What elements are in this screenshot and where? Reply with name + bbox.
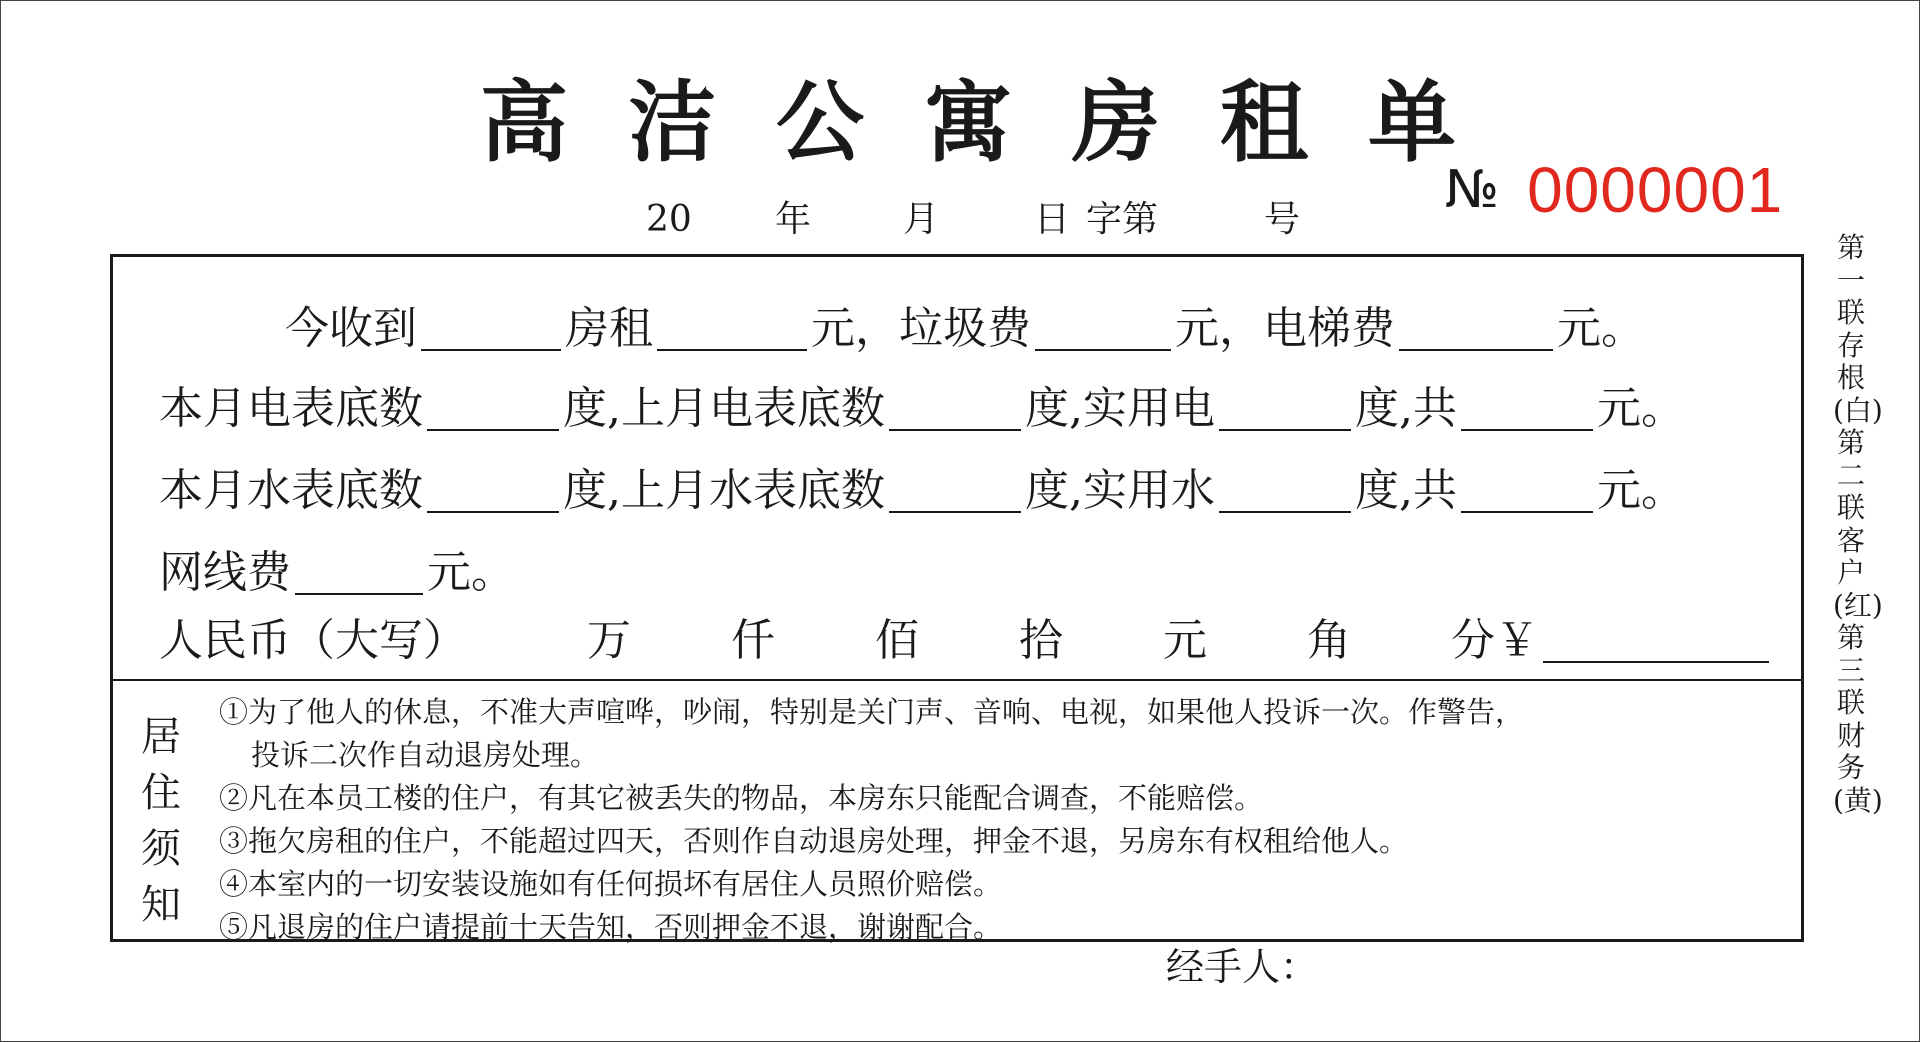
notice-list [219, 691, 1524, 949]
date-day: 日 [1034, 199, 1071, 240]
payment-fields [113, 257, 1801, 681]
elec-last-label: 度,上月电表底数 [563, 383, 885, 434]
water-used-label: 度,实用水 [1025, 465, 1215, 516]
notice-item-3: ③拖欠房租的住户，不能超过四天，否则作自动退房处理，押金不退，另房东有权租给他人。 [219, 824, 1409, 858]
elec-total-blank[interactable] [1461, 393, 1593, 431]
receipt-title: 高洁公寓房租单 [480, 70, 1517, 174]
serial-mark: № [1445, 160, 1500, 220]
elec-total-unit: 元。 [1597, 383, 1685, 434]
water-last-label: 度,上月水表底数 [563, 465, 885, 516]
water-total-blank[interactable] [1461, 475, 1593, 513]
water-current-blank[interactable] [427, 475, 559, 513]
unit-qian: 仟 [731, 615, 775, 666]
form-line-5 [159, 615, 1773, 666]
rent-label: 房租 [565, 303, 653, 354]
form-line-2 [159, 383, 1685, 434]
amount-figure-blank[interactable] [1543, 625, 1769, 663]
notice-item-1: ①为了他人的休息，不准大声喧哗，吵闹，特别是关门声、音响、电视，如果他人投诉一次。作警告， [219, 695, 1525, 729]
water-total-unit: 元。 [1597, 465, 1685, 516]
unit-yuan: 元 [1163, 615, 1207, 666]
water-last-blank[interactable] [889, 475, 1021, 513]
date-year: 年 [775, 199, 812, 240]
internet-fee-unit: 元。 [427, 547, 515, 598]
rmb-uppercase-label: 人民币（大写） [159, 615, 467, 666]
serial-number [1445, 154, 1784, 226]
elevator-fee-label: 元，电梯费 [1175, 303, 1395, 354]
elec-used-blank[interactable] [1219, 393, 1351, 431]
elec-total-label: 度,共 [1355, 383, 1457, 434]
serial-number-value: 0000001 [1527, 154, 1784, 226]
unit-bai: 佰 [875, 615, 919, 666]
received-from-blank[interactable] [421, 313, 561, 351]
receipt-form-box [110, 254, 1804, 942]
residence-notice [113, 681, 1801, 943]
elec-used-label: 度,实用电 [1025, 383, 1215, 434]
notice-label: 居住须知 [141, 714, 181, 928]
water-used-blank[interactable] [1219, 475, 1351, 513]
internet-fee-blank[interactable] [295, 557, 423, 595]
yuan-symbol: ￥ [1495, 615, 1539, 666]
form-line-4 [159, 547, 515, 598]
handler-label: 经手人： [1166, 945, 1319, 989]
rent-amount-blank[interactable] [657, 313, 807, 351]
elec-current-label: 本月电表底数 [159, 383, 423, 434]
garbage-fee-blank[interactable] [1035, 313, 1171, 351]
elevator-fee-blank[interactable] [1399, 313, 1553, 351]
form-line-1 [285, 303, 1645, 354]
unit-wan: 万 [587, 615, 631, 666]
notice-item-4: ④本室内的一切安装设施如有任何损坏有居住人员照价赔偿。 [219, 867, 1003, 901]
date-serial-suffix: 号 [1264, 199, 1301, 240]
unit-fen: 分 [1451, 615, 1495, 666]
date-month: 月 [903, 199, 940, 240]
elevator-fee-unit: 元。 [1557, 303, 1645, 354]
elec-current-blank[interactable] [427, 393, 559, 431]
notice-item-2: ②凡在本员工楼的住户，有其它被丢失的物品，本房东只能配合调查，不能赔偿。 [219, 781, 1264, 815]
notice-item-1-continued: 投诉二次作自动退房处理。 [251, 738, 600, 772]
unit-shi: 拾 [1019, 615, 1063, 666]
garbage-fee-label: 元，垃圾费 [811, 303, 1031, 354]
water-total-label: 度,共 [1355, 465, 1457, 516]
elec-last-blank[interactable] [889, 393, 1021, 431]
copy-distribution-note: 第一联存根(白)第二联客户(红)第三联财务(黄) [1833, 231, 1883, 817]
internet-fee-label: 网线费 [159, 547, 291, 598]
water-current-label: 本月水表底数 [159, 465, 423, 516]
form-line-3 [159, 465, 1685, 516]
date-serial-prefix: 字第 [1086, 199, 1159, 240]
unit-jiao: 角 [1307, 615, 1351, 666]
date-prefix: 20 [646, 199, 692, 240]
received-label: 今收到 [285, 303, 417, 354]
notice-item-5: ⑤凡退房的住户请提前十天告知，否则押金不退，谢谢配合。 [219, 910, 1003, 944]
